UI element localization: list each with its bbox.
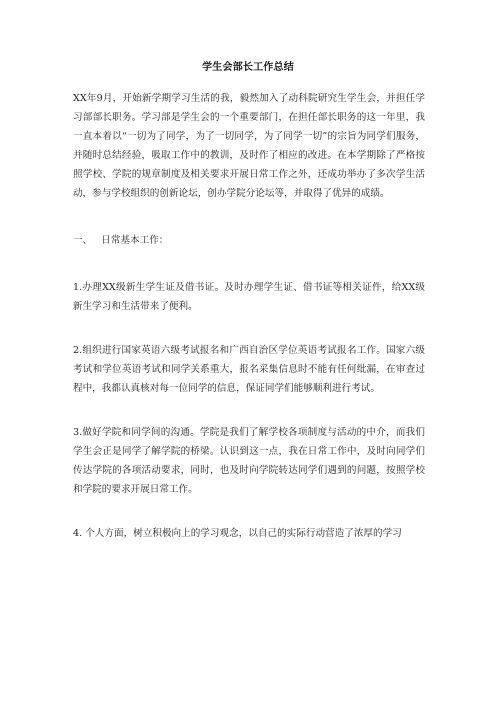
spacer	[73, 316, 425, 341]
section-heading: 一、 日常基本工作：	[73, 235, 169, 246]
list-item: 3.做好学院和同学间的沟通。学院是我们了解学校各项制度与活动的中介，而我们学生会正是同学了解学院的桥梁。认识到这一点，我在日常工作中，及时向同学们传达学院的各项活动要求，同时，也及时向学院转达同学们遇到的问题，按照学校和学院的要求开展日常工作。	[73, 427, 425, 495]
document-body	[73, 89, 425, 543]
document-title: 学生会部长工作总结	[202, 62, 294, 73]
spacer	[73, 203, 425, 231]
list-item: 1.办理XX级新生学生证及借书证。及时办理学生证、借书证等相关证件，给XX级新生学习和生活带来了便利。	[73, 282, 425, 312]
spacer	[73, 250, 425, 278]
list-item: 4. 个人方面，树立积极向上的学习观念，以自己的实际行动营造了浓厚的学习	[73, 528, 402, 539]
spacer	[73, 499, 425, 524]
list-item: 2.组织进行国家英语六级考试报名和广西自治区学位英语考试报名工作。国家六级考试和学位英语考试和同学关系重大，报名采集信息时不能有任何纰漏，在审查过程中，我都认真核对每一位同学的信息，保证同学们能够顺利进行考试。	[73, 345, 425, 394]
intro-paragraph: XX年9月，开始新学期学习生活的我，毅然加入了动科院研究生学生会，并担任学习部部长职务。学习部是学生会的一个重要部门，在担任部长职务的这一年里，我一直本着以“一切为了同学，为了一切同学，为了同学一切”的宗旨为同学们服务，并随时总结经验，吸取工作中的教训，及时作了相应的改进。在本学期除了严格按照学校、学院的规章制度及相关要求开展日常工作之外，还成功举办了多次学生活动，参与学校组织的创新论坛，创办学院分论坛等，并取得了优异的成绩。	[73, 93, 425, 199]
spacer	[73, 398, 425, 423]
